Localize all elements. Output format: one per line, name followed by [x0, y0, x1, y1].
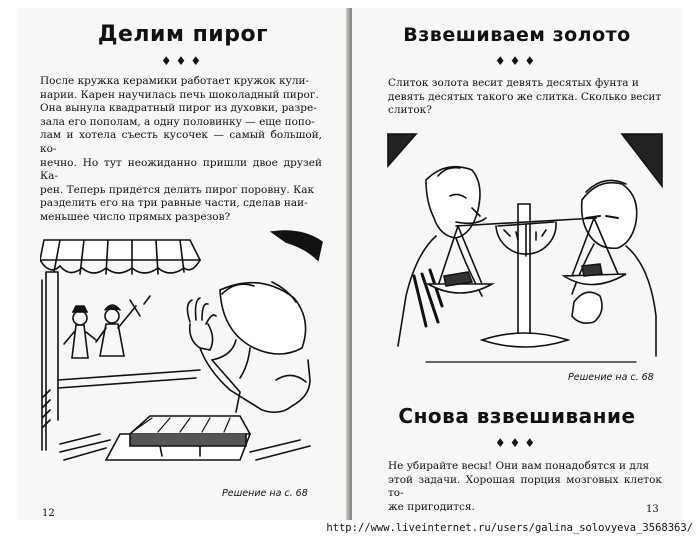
left-paragraph	[40, 75, 322, 225]
right-page-title-2: Снова взвешивание	[398, 404, 636, 428]
left-page-title: Делим пирог	[97, 22, 269, 47]
right-line-2: этой задачи. Хорошая порция мозговых клеток то-	[388, 473, 662, 500]
left-page-number: 12	[42, 508, 55, 519]
right-line-2: Не убирайте весы! Они вам понадобятся и для	[388, 460, 650, 472]
left-line: нарии. Карен научилась печь шоколадный пирог.	[40, 88, 319, 101]
right-solution-ref: Решение на с. 68	[568, 372, 654, 383]
left-line: лам и хотела съесть кусочек — самый большой, ко-	[40, 129, 322, 155]
right-ornament: ♦♦♦	[494, 54, 540, 68]
left-line: разделить его на три равные части, сделав наи-	[40, 197, 308, 210]
left-line: рен. Теперь придется делить пирог поровну. Как	[40, 183, 315, 196]
pie-illustration	[40, 220, 330, 480]
scales-illustration	[386, 126, 666, 366]
right-page	[352, 8, 682, 520]
left-page	[18, 8, 348, 520]
right-line: Слиток золота весит девять десятых фунта и	[388, 77, 639, 89]
left-ornament: ♦♦♦	[160, 54, 206, 68]
right-page-number: 13	[646, 504, 659, 515]
left-line: После кружка керамики работает кружок кули-	[40, 75, 310, 87]
left-solution-ref: Решение на с. 68	[222, 488, 308, 499]
left-line: зала его пополам, а одну половинку — еще попо-	[40, 115, 315, 128]
left-line: Она вынула квадратный пирог из духовки, разре-	[40, 102, 317, 115]
right-paragraph	[388, 77, 662, 118]
left-line: нечно. Но тут неожиданно пришли двое друзей Ка-	[40, 156, 322, 183]
footer-url: http://www.liveinternet.ru/users/galina_solovyeva_3568363/	[326, 522, 693, 534]
right-line-2: же пригодится.	[388, 500, 475, 513]
right-paragraph-2	[388, 460, 662, 514]
right-line: девять десятых такого же слитка. Сколько весит	[388, 90, 662, 103]
left-line: меньшее число прямых разрезов?	[40, 210, 231, 223]
right-ornament-2: ♦♦♦	[494, 436, 540, 450]
right-line: слиток?	[388, 104, 432, 117]
right-page-title: Взвешиваем золото	[403, 24, 631, 46]
